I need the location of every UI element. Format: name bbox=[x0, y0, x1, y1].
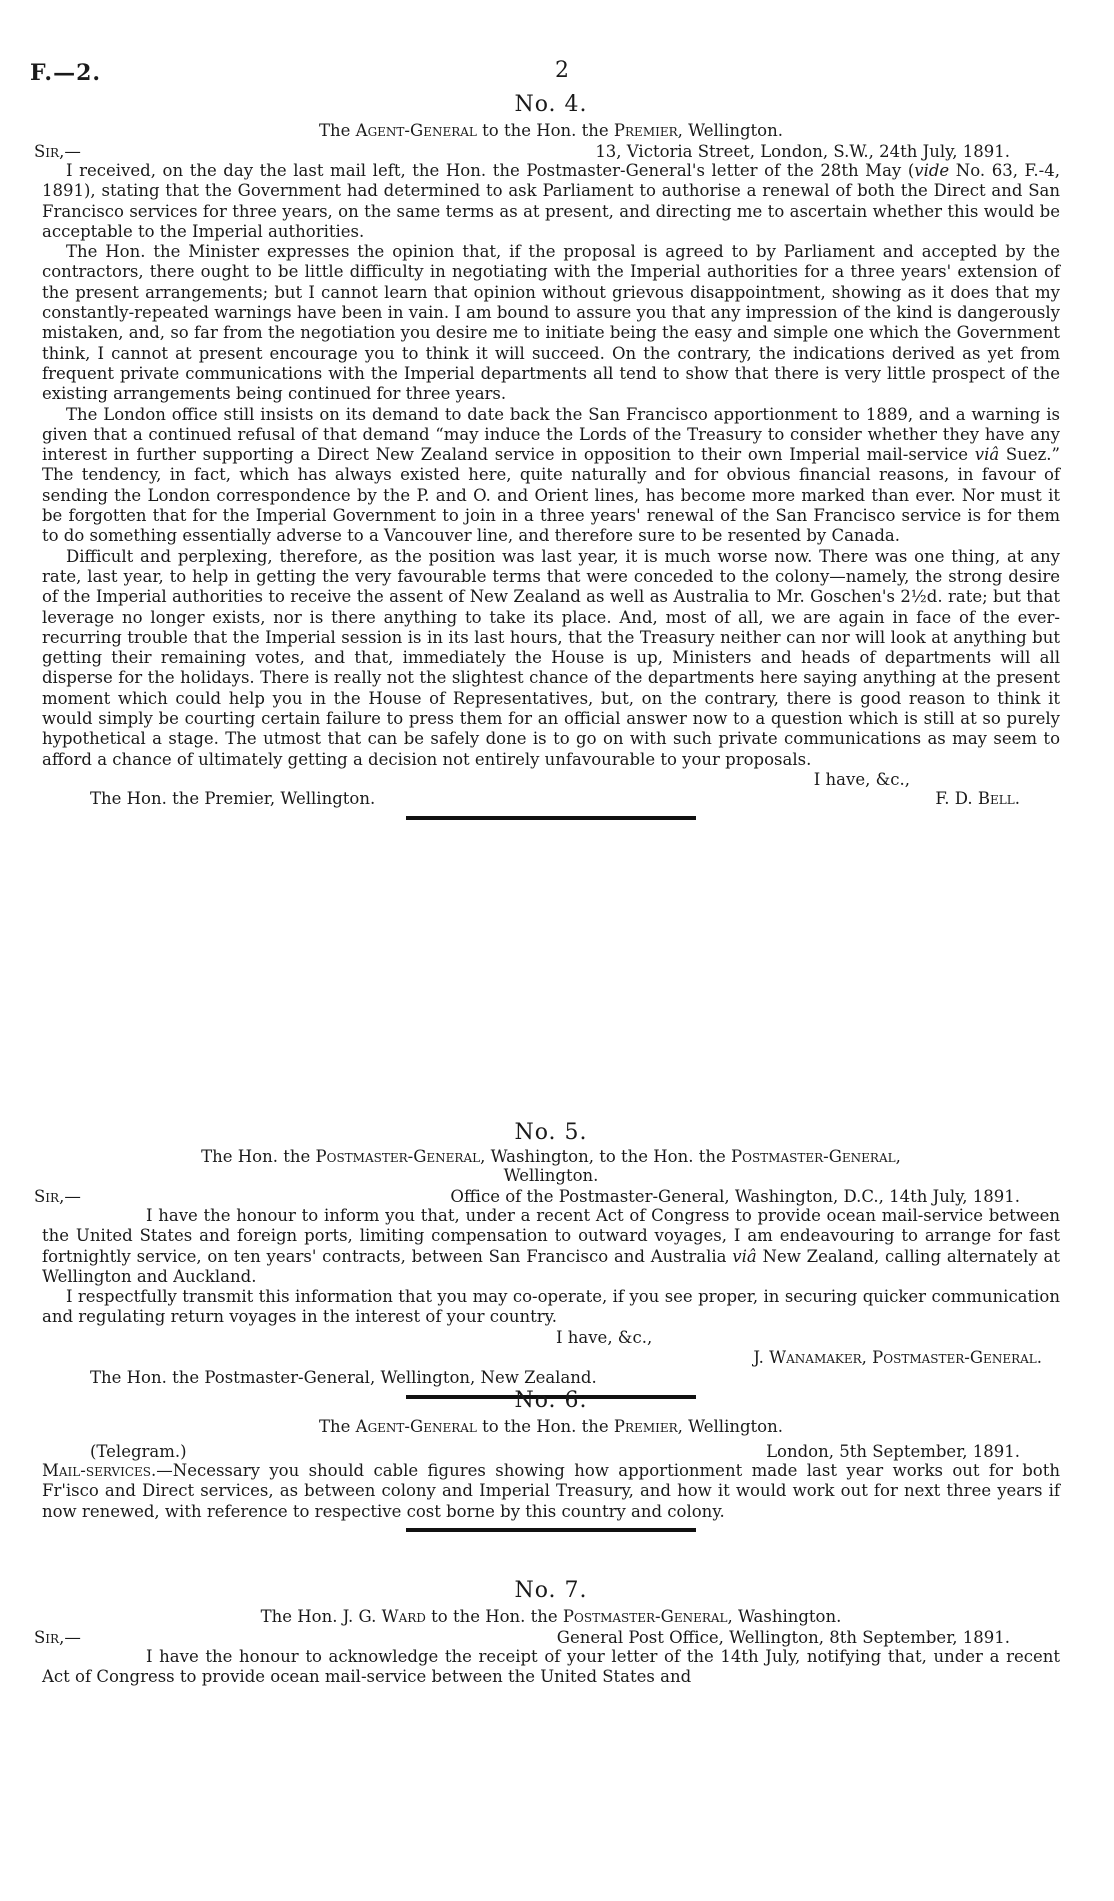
closing: I have, &c., bbox=[556, 1327, 653, 1347]
signature: J. Wanamaker, Postmaster-General. bbox=[753, 1348, 1042, 1368]
paragraph: I have the honour to acknowledge the receipt of your letter of the 14th July, notifying that, under a recent Act of Congress to provide ocean mail-service between the United States and bbox=[42, 1647, 1060, 1687]
address-date: 13, Victoria Street, London, S.W., 24th July, 1891. bbox=[595, 142, 1010, 161]
paragraph: I received, on the day the last mail left, the Hon. the Postmaster-General's letter of the 28th May (vide No. 63, F.-4, 1891), stating that the Government had determined to ask Parliament to authorise a renewal of both the Direct and San Francisco services for three years, on the same terms as at present, and directing me to ascertain whether this would be acceptable to the Imperial authorities. bbox=[42, 161, 1060, 241]
salutation-line bbox=[34, 142, 1060, 161]
salutation: Sir,— bbox=[34, 1628, 81, 1647]
letter-no-6 bbox=[42, 1388, 1060, 1532]
address-date: General Post Office, Wellington, 8th September, 1891. bbox=[556, 1628, 1010, 1647]
letter-number: No. 7. bbox=[514, 1578, 588, 1603]
letter-title: The Hon. the Postmaster-General, Washington, to the Hon. the Postmaster-General, bbox=[201, 1147, 901, 1166]
letter-title: The Agent-General to the Hon. the Premier, Wellington. bbox=[319, 1417, 783, 1436]
telegram-line bbox=[42, 1442, 1060, 1461]
salutation: Sir,— bbox=[34, 142, 81, 161]
closing-line bbox=[42, 770, 1060, 789]
document-reference: F.—2. bbox=[30, 60, 102, 86]
paragraph: The Hon. the Minister expresses the opinion that, if the proposal is agreed to by Parliament and accepted by the contractors, there ought to be little difficulty in negotiating with the Imperial authorities for a three years' extension of the present arrangements; but I cannot learn that opinion without grievous disappointment, showing as it does that my constantly-repeated warnings have been in vain. I am bound to assure you that any impression of the kind is dangerously mistaken, and, so far from the negotiation you desire me to initiate being the easy and simple one which the Government think, I cannot at present encourage you to think it will succeed. On the contrary, the indications derived as yet from frequent private communications with the Imperial departments all tend to show that there is very little prospect of the existing arrangements being continued for three years. bbox=[42, 242, 1060, 404]
letter-title-line2: Wellington. bbox=[503, 1166, 599, 1185]
section-divider bbox=[406, 816, 696, 820]
paragraph: Difficult and perplexing, therefore, as the position was last year, it is much worse now. There was one thing, at any rate, last year, to help in getting the very favourable terms that were conceded to the colony—namely, the strong desire of the Imperial authorities to receive the assent of New Zealand as well as Australia to Mr. Goschen's 2½d. rate; but that leverage no longer exists, nor is there anything to take its place. And, most of all, we are again in face of the ever-recurring trouble that the Imperial session is in its last hours, that the Treasury neither can nor will look at anything but getting their remaining votes, and that, immediately the House is up, Ministers and heads of departments will all disperse for the holidays. There is really not the slightest chance of the departments here saying anything at the present moment which could help you in the House of Representatives, but, on the contrary, there is good reason to think it would simply be courting certain failure to press them for an official answer now to a question which is still at so purely hypothetical a stage. The utmost that can be safely done is to go on with such private communications as may seem to afford a chance of ultimately getting a decision not entirely unfavourable to your proposals. bbox=[42, 546, 1060, 769]
letter-title: The Agent-General to the Hon. the Premier, Wellington. bbox=[319, 121, 783, 140]
address-date: London, 5th September, 1891. bbox=[766, 1442, 1020, 1461]
letter-no-4 bbox=[34, 92, 1060, 820]
address-date: Office of the Postmaster-General, Washington, D.C., 14th July, 1891. bbox=[450, 1187, 1020, 1206]
addressee-line bbox=[42, 789, 1060, 808]
closing: I have, &c., bbox=[813, 769, 910, 789]
salutation: Sir,— bbox=[34, 1187, 81, 1206]
section-divider bbox=[406, 1528, 696, 1532]
letter-number: No. 4. bbox=[514, 92, 588, 117]
letter-number: No. 5. bbox=[514, 1120, 588, 1145]
letter-title: The Hon. J. G. Ward to the Hon. the Postmaster-General, Washington. bbox=[260, 1607, 842, 1626]
paragraph: The London office still insists on its demand to date back the San Francisco apportionment to 1889, and a warning is given that a continued refusal of that demand “may induce the Lords of the Treasury to consider whether they have any interest in further supporting a Direct New Zealand service in opposition to their own Imperial mail-service viâ Suez.” The tendency, in fact, which has always existed here, quite naturally and for obvious financial reasons, in favour of sending the London correspondence by the P. and O. and Orient lines, has become more marked than ever. Nor must it be forgotten that for the Imperial Government to join in a three years' renewal of the San Francisco service is for them to do something essentially adverse to a Vancouver line, and therefore sure to be resented by Canada. bbox=[42, 404, 1060, 546]
telegram-note: (Telegram.) bbox=[90, 1442, 187, 1461]
page-number: 2 bbox=[555, 58, 569, 83]
salutation-line bbox=[34, 1628, 1060, 1647]
letter-number: No. 6. bbox=[514, 1388, 588, 1413]
paragraph: I respectfully transmit this information that you may co-operate, if you see proper, in securing quicker communication and regulating return voyages in the interest of your country. bbox=[42, 1287, 1060, 1327]
paragraph: I have the honour to inform you that, under a recent Act of Congress to provide ocean mail-service between the United States and foreign ports, limiting compensation to outward voyages, I am endeavouring to arrange for fast fortnightly service, on ten years' contracts, between San Francisco and Australia viâ New Zealand, calling alternately at Wellington and Auckland. bbox=[42, 1206, 1060, 1286]
signature: F. D. Bell. bbox=[935, 788, 1020, 808]
salutation-line bbox=[34, 1187, 1060, 1206]
telegram-heading: Mail-services. bbox=[42, 1461, 157, 1480]
letter-no-7 bbox=[34, 1578, 1060, 1688]
addressee: The Hon. the Postmaster-General, Wellington, New Zealand. bbox=[90, 1368, 597, 1388]
addressee: The Hon. the Premier, Wellington. bbox=[90, 788, 376, 808]
letter-no-5 bbox=[34, 1120, 1060, 1399]
telegram-body: Mail-services.—Necessary you should cable figures showing how apportionment made last year works out for both Fr'isco and Direct services, as between colony and Imperial Treasury, and how it would work out for next three years if now renewed, with reference to respective cost borne by this country and colony. bbox=[42, 1461, 1060, 1521]
